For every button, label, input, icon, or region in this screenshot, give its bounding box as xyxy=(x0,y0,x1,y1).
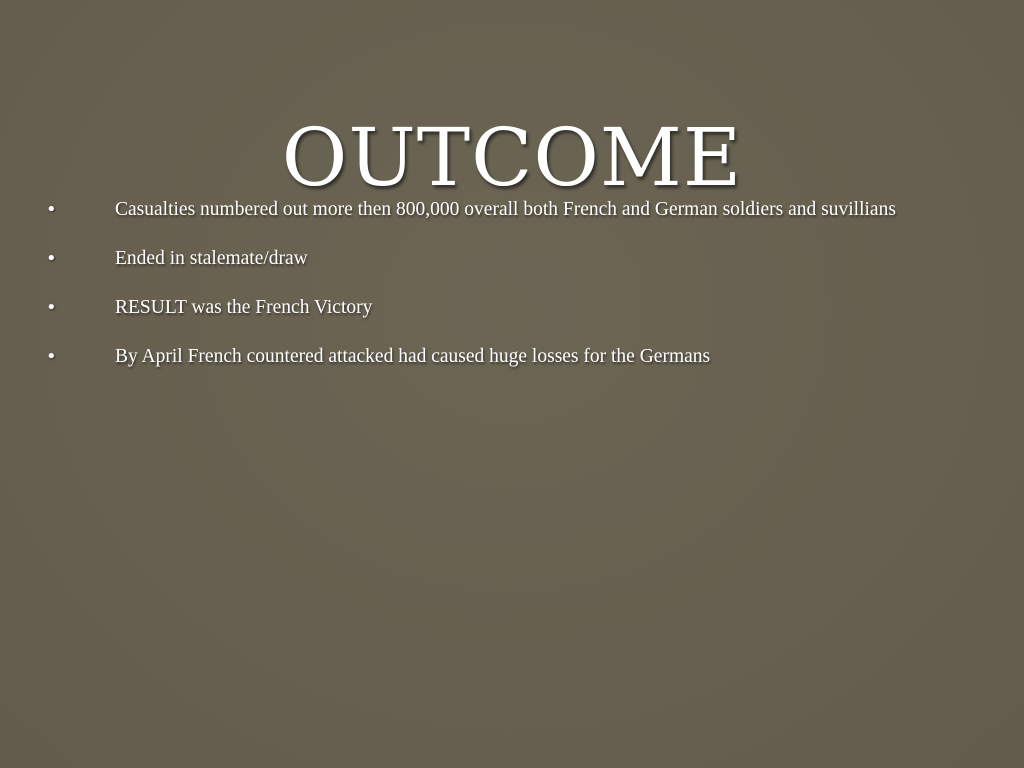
list-item xyxy=(0,343,1024,392)
list-item xyxy=(0,196,1024,245)
bullet-text: By April French countered attacked had caused huge losses for the Germans xyxy=(115,346,711,367)
bullet-text: RESULT was the French Victory xyxy=(115,297,373,318)
bullet-text: Ended in stalemate/draw xyxy=(115,248,308,269)
bullet-text: Casualties numbered out more then 800,000 overall both French and German soldiers and suvillians xyxy=(115,199,896,220)
bullet-marker: • xyxy=(46,346,57,367)
list-item xyxy=(0,294,1024,343)
bullet-list xyxy=(0,196,1024,392)
bullet-marker: • xyxy=(46,199,57,220)
bullet-marker: • xyxy=(46,297,57,318)
slide-title: OUTCOME xyxy=(281,110,743,204)
bullet-marker: • xyxy=(46,248,57,269)
list-item xyxy=(0,245,1024,294)
